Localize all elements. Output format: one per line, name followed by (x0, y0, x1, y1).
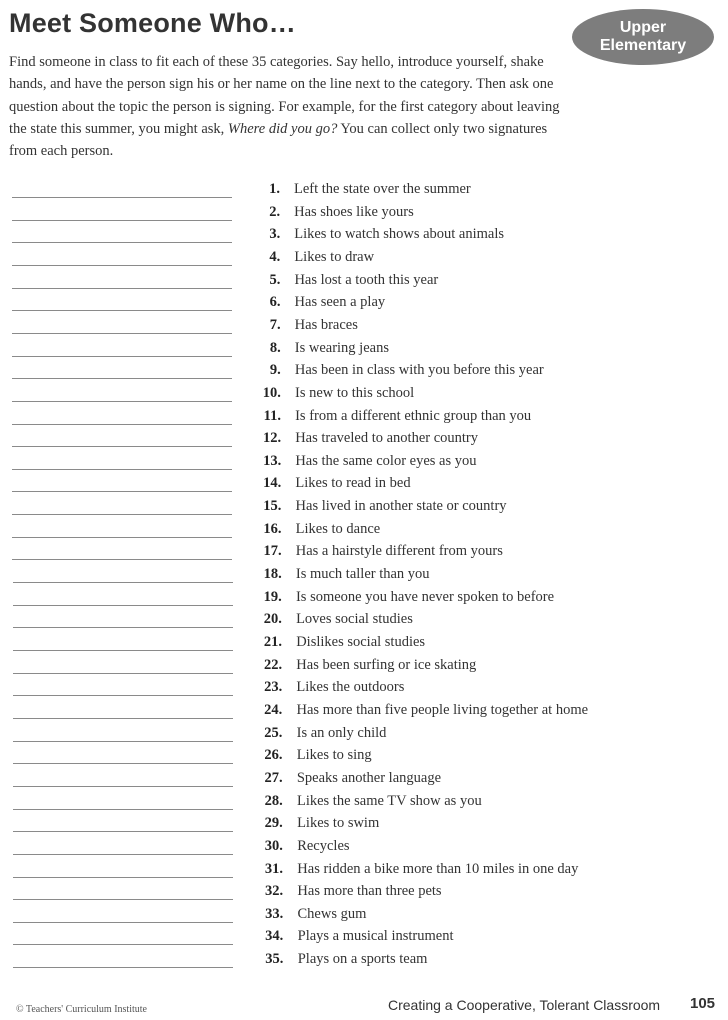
item-label: Plays on a sports team (297, 951, 428, 968)
item-number: 18. (263, 566, 282, 583)
item-label: Likes to sing (296, 747, 372, 764)
item-label: Is wearing jeans (294, 339, 389, 356)
item-label: Has been in class with you before this year (294, 362, 544, 379)
signature-line[interactable] (13, 967, 233, 968)
badge-line-2: Elementary (599, 37, 687, 54)
category-row (0, 678, 728, 700)
item-number: 7. (269, 316, 281, 333)
item-label: Likes to read in bed (295, 475, 411, 492)
category-row (0, 384, 728, 406)
category-row (0, 565, 728, 587)
signature-line[interactable] (13, 944, 233, 945)
item-label: Has the same color eyes as you (295, 452, 477, 469)
item-number: 20. (263, 611, 282, 628)
instructions-text: Find someone in class to fit each of these 35 categories. Say hello, introduce yourself, shake hands, and have the person sign his or her name on the line next to the category. Then ask one question about the topic the person is signing. For example, for the first category about leaving the state this summer, you might ask, (9, 54, 560, 137)
category-row (0, 724, 728, 746)
item-number: 14. (263, 475, 282, 492)
category-row (0, 339, 728, 361)
item-number: 12. (262, 430, 282, 447)
item-label: Has lost a tooth this year (294, 271, 439, 288)
badge-line-1: Upper (619, 19, 667, 36)
item-label: Has more than five people living together at home (296, 701, 589, 718)
item-label: Is someone you have never spoken to before (295, 588, 555, 605)
signature-line[interactable] (12, 220, 232, 221)
item-label: Is much taller than you (295, 566, 430, 583)
category-row (0, 361, 728, 383)
signature-line[interactable] (13, 582, 233, 583)
signature-line[interactable] (12, 378, 232, 379)
category-row (0, 293, 728, 315)
item-number: 8. (269, 339, 281, 356)
item-label: Likes to swim (297, 815, 380, 832)
item-number: 28. (264, 792, 283, 809)
item-number: 17. (263, 543, 282, 560)
item-label: Recycles (297, 837, 350, 854)
item-label: Is new to this school (294, 384, 415, 401)
item-label: Loves social studies (296, 611, 413, 628)
category-row (0, 905, 728, 927)
category-row (0, 248, 728, 270)
item-label: Has a hairstyle different from yours (295, 543, 503, 560)
signature-line[interactable] (12, 242, 232, 243)
item-number: 10. (262, 384, 281, 401)
item-label: Has traveled to another country (295, 430, 478, 447)
item-label: Has been surfing or ice skating (296, 656, 477, 673)
category-row (0, 452, 728, 474)
item-number: 32. (264, 883, 284, 900)
item-number: 34. (265, 928, 284, 945)
signature-line[interactable] (12, 288, 232, 289)
item-label: Likes the same TV show as you (296, 792, 482, 809)
book-title: Creating a Cooperative, Tolerant Classroom (388, 997, 661, 1013)
category-row (0, 497, 728, 519)
item-number: 30. (264, 837, 283, 854)
signature-line[interactable] (12, 514, 232, 515)
item-label: Has more than three pets (297, 883, 442, 900)
category-row (0, 610, 728, 632)
item-number: 29. (264, 815, 283, 832)
copyright-notice: © Teachers' Curriculum Institute (16, 1004, 147, 1015)
item-label: Has shoes like yours (294, 203, 414, 220)
item-number: 24. (264, 701, 283, 718)
signature-line[interactable] (13, 899, 233, 900)
item-number: 31. (264, 860, 283, 877)
item-number: 27. (264, 769, 283, 786)
item-label: Speaks another language (296, 769, 442, 786)
item-label: Dislikes social studies (296, 634, 426, 650)
example-question: Where did you go? (227, 120, 338, 137)
item-number: 35. (265, 951, 284, 968)
signature-line[interactable] (13, 673, 233, 674)
item-number: 3. (269, 226, 281, 243)
category-row (0, 588, 728, 610)
item-number: 25. (264, 724, 283, 741)
item-number: 16. (263, 520, 282, 537)
item-label: Likes to dance (295, 520, 381, 537)
category-row (0, 271, 728, 293)
signature-line[interactable] (12, 469, 232, 470)
signature-line[interactable] (12, 446, 232, 447)
category-row (0, 860, 728, 882)
signature-line[interactable] (12, 197, 232, 198)
category-row (0, 746, 728, 768)
item-number: 23. (264, 679, 283, 696)
instructions-text-end: You can collect only two signatures from each person. (9, 120, 548, 160)
signature-line[interactable] (12, 401, 232, 402)
item-label: Has seen a play (294, 294, 386, 311)
item-number: 21. (263, 634, 282, 650)
signature-line[interactable] (13, 650, 233, 651)
signature-line[interactable] (13, 809, 233, 810)
signature-line[interactable] (12, 424, 232, 425)
signature-line[interactable] (13, 922, 233, 923)
category-row (0, 225, 728, 247)
category-row (0, 542, 728, 564)
signature-line[interactable] (12, 333, 232, 334)
item-number: 33. (265, 905, 284, 922)
item-label: Is from a different ethnic group than you (295, 407, 532, 424)
item-number: 11. (263, 407, 281, 424)
page-number: 105 (690, 995, 716, 1012)
category-row (0, 656, 728, 678)
signature-line[interactable] (13, 605, 233, 606)
signature-line[interactable] (13, 718, 233, 719)
signature-line[interactable] (12, 491, 232, 492)
signature-line[interactable] (13, 786, 233, 787)
item-number: 5. (269, 271, 281, 288)
item-number: 22. (263, 656, 283, 673)
signature-line[interactable] (12, 265, 232, 266)
page-title: Meet Someone Who… (9, 8, 296, 38)
category-row (0, 769, 728, 791)
category-row (0, 633, 728, 655)
category-row (0, 837, 728, 859)
item-label: Likes to watch shows about animals (294, 226, 505, 243)
category-row (0, 882, 728, 904)
category-row (0, 792, 728, 814)
signature-line[interactable] (13, 627, 233, 628)
item-label: Is an only child (296, 724, 387, 741)
signature-line[interactable] (12, 356, 232, 357)
item-number: 15. (263, 498, 282, 515)
category-row (0, 316, 728, 338)
item-label: Plays a musical instrument (297, 928, 454, 945)
item-number: 2. (269, 203, 281, 220)
category-row (0, 180, 728, 202)
category-row (0, 927, 728, 949)
category-row (0, 701, 728, 723)
category-row (0, 814, 728, 836)
signature-line[interactable] (12, 537, 232, 538)
category-row (0, 203, 728, 225)
item-label: Likes the outdoors (296, 679, 405, 696)
item-label: Has lived in another state or country (295, 498, 507, 515)
item-number: 26. (264, 747, 283, 764)
category-row (0, 429, 728, 451)
item-number: 6. (269, 294, 281, 311)
category-row (0, 520, 728, 542)
item-number: 19. (263, 588, 282, 605)
signature-line[interactable] (13, 831, 233, 832)
signature-line[interactable] (13, 854, 233, 855)
item-label: Chews gum (297, 905, 367, 922)
item-label: Likes to draw (294, 248, 375, 265)
signature-line[interactable] (12, 310, 232, 311)
category-row (0, 407, 728, 429)
category-row (0, 950, 728, 972)
signature-line[interactable] (12, 559, 232, 560)
item-label: Has ridden a bike more than 10 miles in one day (297, 860, 579, 877)
item-number: 9. (269, 362, 281, 379)
item-number: 1. (269, 181, 280, 197)
signature-line[interactable] (13, 877, 233, 878)
item-number: 4. (269, 248, 281, 265)
signature-line[interactable] (13, 741, 233, 742)
item-label: Has braces (294, 316, 358, 333)
signature-line[interactable] (13, 695, 233, 696)
category-row (0, 474, 728, 496)
item-label: Left the state over the summer (294, 181, 471, 197)
item-number: 13. (263, 452, 282, 469)
signature-line[interactable] (13, 763, 233, 764)
